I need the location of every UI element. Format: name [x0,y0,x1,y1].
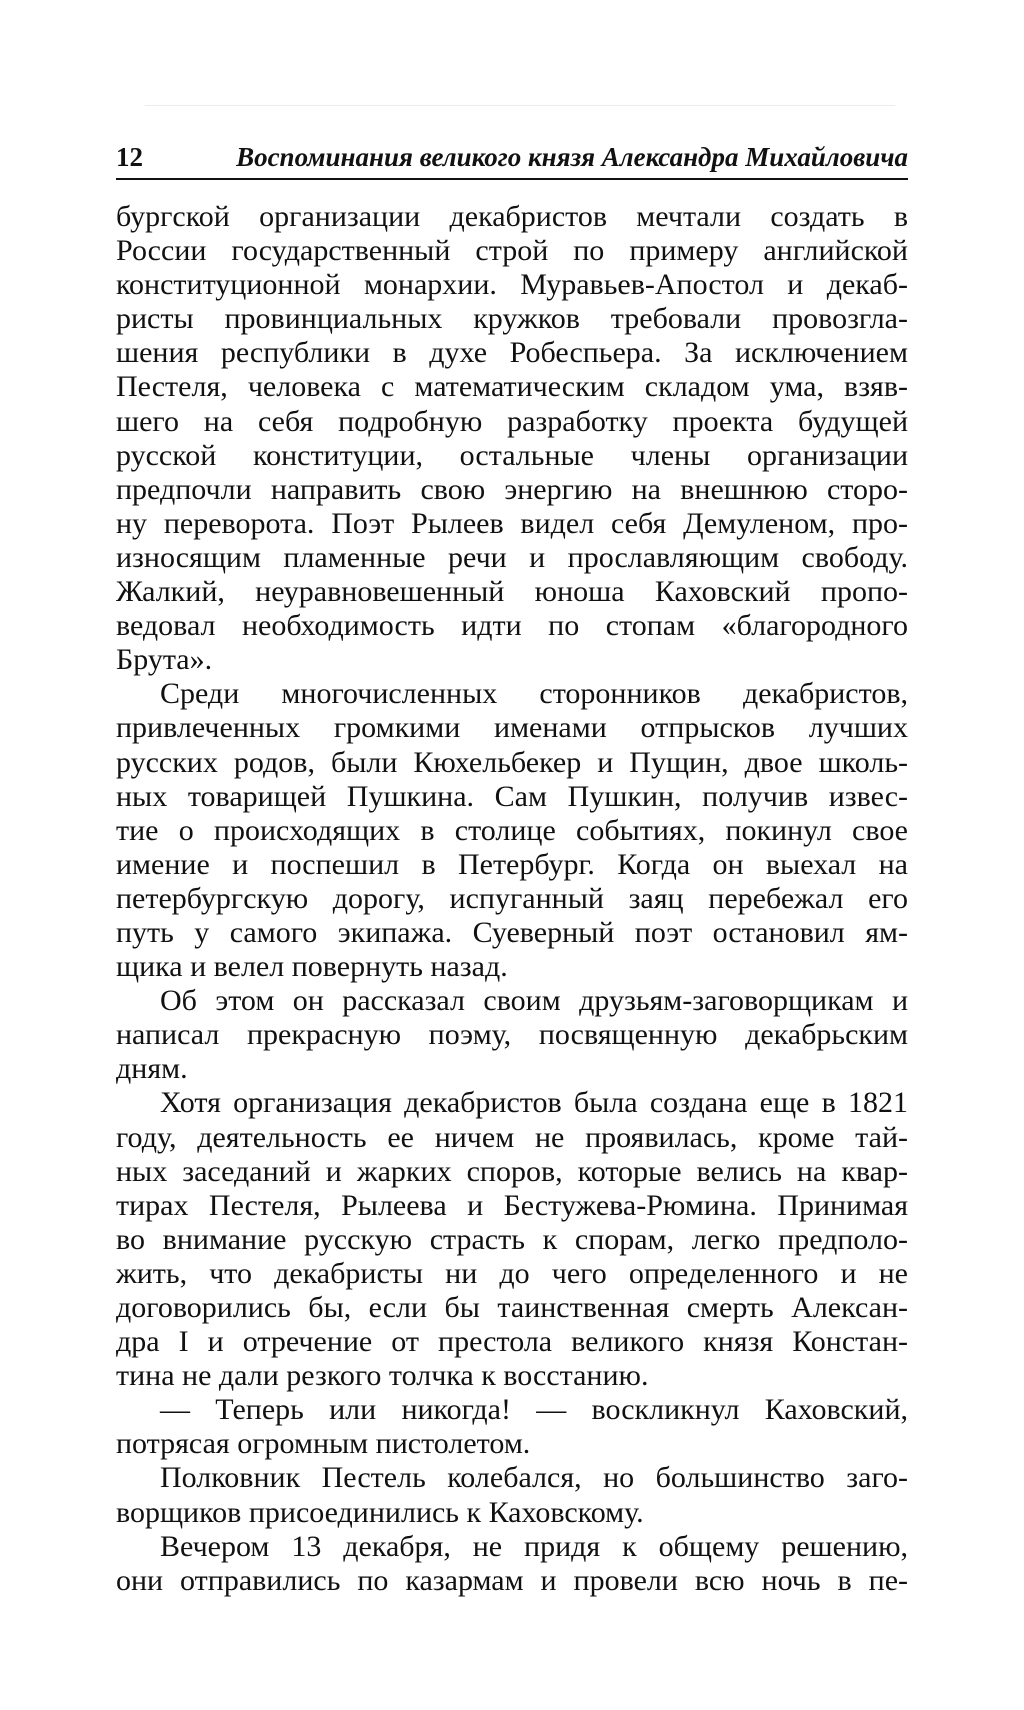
paragraph [116,1461,908,1529]
paragraph [116,200,908,677]
text-line: Об этом он рассказал своим друзьям-заговорщикам и [160,984,908,1018]
text-line: имение и поспешил в Петербург. Когда он выехал на [116,847,908,881]
text-line: России государственный строй по примеру английской [116,234,908,268]
text-line: тирах Пестеля, Рылеева и Бестужева-Рюмина. Принимая [116,1188,908,1222]
text-line: дра I и отречение от престола великого князя Констан- [116,1325,908,1359]
text-line: во внимание русскую страсть к спорам, легко предполо- [116,1222,908,1256]
paragraph [116,1393,908,1461]
text-line: шего на себя подробную разработку проекта будущей [116,404,908,438]
body-text [116,200,908,1598]
text-line: бургской организации декабристов мечтали создать в [116,200,908,233]
text-line: Брута». [116,643,213,677]
text-line: ных товарищей Пушкина. Сам Пушкин, получив извес- [116,779,908,813]
text-line: ристы провинциальных кружков требовали провозгла- [116,302,908,336]
text-line: предпочли направить свою энергию на внешнюю сторо- [116,472,908,506]
text-line: привлеченных громкими именами отпрысков лучших [116,711,908,745]
text-line: — Теперь или никогда! — воскликнул Каховский, [160,1393,908,1427]
text-line: дням. [116,1052,188,1086]
text-line: написал прекрасную поэму, посвященную декабрьским [116,1018,908,1052]
text-line: петербургскую дорогу, испуганный заяц перебежал его [116,881,908,915]
paragraph [116,1530,908,1598]
text-line: они отправились по казармам и провели всю ночь в пе- [116,1563,908,1597]
book-title: Воспоминания великого князя Александра Михайловича [236,142,908,172]
text-line: конституционной монархии. Муравьев-Апостол и декаб- [116,268,908,302]
text-line: ных заседаний и жарких споров, которые велись на квар- [116,1154,908,1188]
running-header [116,138,908,180]
text-line: шения республики в духе Робеспьера. За исключением [116,336,908,370]
text-line: году, деятельность ее ничем не проявилась, кроме тай- [116,1120,908,1154]
text-line: путь у самого экипажа. Суеверный поэт остановил ям- [116,915,908,949]
text-line: ну переворота. Поэт Рылеев видел себя Демуленом, про- [116,506,908,540]
text-line: щика и велел повернуть назад. [116,950,508,984]
scan-edge-line [145,105,895,106]
text-line: ворщиков присоединились к Каховскому. [116,1495,644,1529]
paragraph [116,1086,908,1393]
text-line: Хотя организация декабристов была создана еще в 1821 [160,1086,908,1120]
text-line: жить, что декабристы ни до чего определенного и не [116,1256,908,1290]
text-line: потрясая огромным пистолетом. [116,1427,531,1461]
paragraph [116,677,908,984]
paragraph [116,984,908,1086]
text-line: Жалкий, неуравновешенный юноша Каховский пропо- [116,575,908,609]
text-line: Полковник Пестель колебался, но большинство заго- [160,1461,908,1495]
text-line: износящим пламенные речи и прославляющим свободу. [116,540,908,574]
text-line: Вечером 13 декабря, не придя к общему решению, [160,1529,908,1563]
text-line: договорились бы, если бы таинственная смерть Алексан- [116,1291,908,1324]
text-line: русской конституции, остальные члены организации [116,438,908,472]
text-line: ведовал необходимость идти по стопам «благородного [116,609,908,643]
page-number: 12 [116,142,143,172]
text-line: тие о происходящих в столице событиях, покинул свое [116,813,908,847]
text-line: тина не дали резкого толчка к восстанию. [116,1359,649,1393]
text-line: Пестеля, человека с математическим складом ума, взяв- [116,370,908,404]
text-line: Среди многочисленных сторонников декабристов, [160,677,908,711]
text-line: русских родов, были Кюхельбекер и Пущин, двое школь- [116,745,908,779]
